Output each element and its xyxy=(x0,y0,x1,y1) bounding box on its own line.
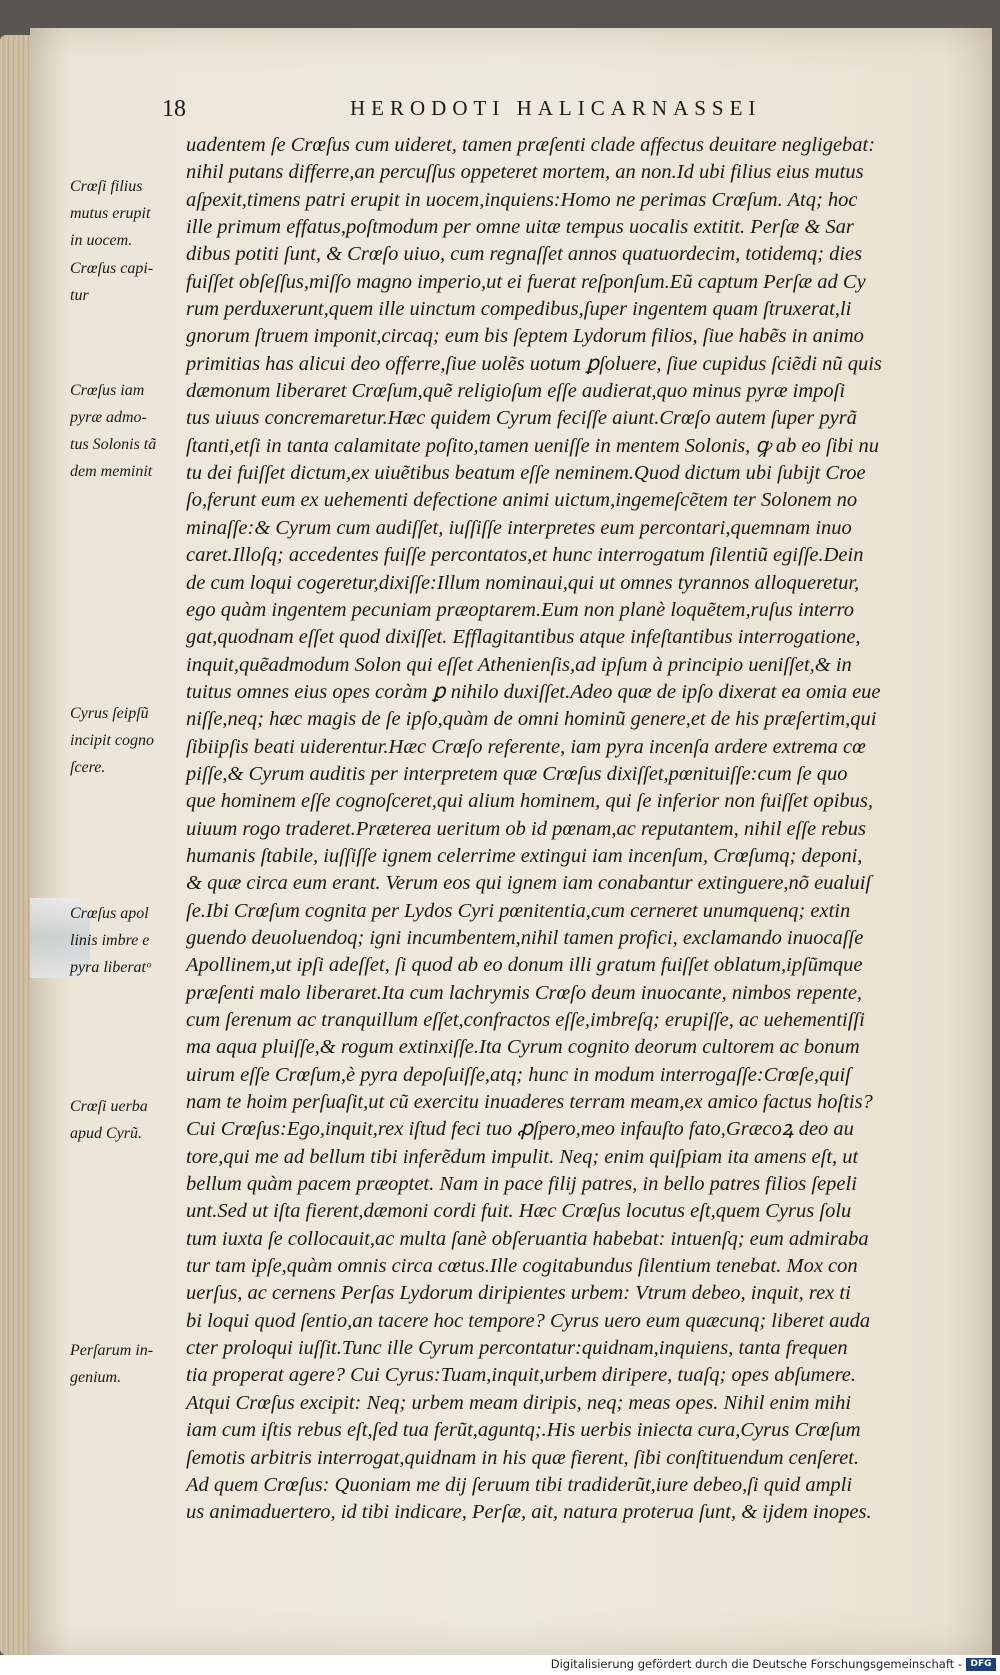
text-line: uerſus, ac cernens Perſas Lydorum diripientes urbem: Vtrum debeo, inquit, rex ti xyxy=(186,1282,851,1305)
text-line: piſſe,& Cyrum auditis per interpretem quæ Crœſus dixiſſet,pœnituiſſe:cum ſe quo xyxy=(186,762,848,785)
text-line: nihil putans differre,an percuſſus oppeteret mortem, an non.Id ubi filius eius mutus xyxy=(186,161,864,184)
text-line: uirum eſſe Crœſum,è pyra depoſuiſſe,atq; hunc in modum interrogaſſe:Crœſe,quiſ xyxy=(186,1063,851,1086)
margin-note xyxy=(70,1093,180,1147)
margin-note-line: in uocem. xyxy=(70,232,133,249)
text-line: fuiſſet obſeſſus,miſſo magno imperio,ut ei fuerat reſponſum.Eũ captum Perſæ ad Cy xyxy=(186,270,866,293)
text-line: ego quàm ingentem pecuniam præoptarem.Eum non planè loquẽtem,ruſus interro xyxy=(186,598,855,621)
text-line: guendo deuoluendoq; igni incumbentem,nihil tamen profici, exclamando inuocaſſe xyxy=(186,926,864,949)
text-line: aſpexit,timens patri erupit in uocem,inquiens:Homo ne perimas Crœſum. Atq; hoc xyxy=(186,188,858,211)
text-line: tus uiuus concremaretur.Hæc quidem Cyrum feciſſe aiunt.Crœſo autem ſuper pyrã xyxy=(186,407,857,430)
text-line: de cum loqui cogeretur,dixiſſe:Illum nominaui,qui ut omnes tyrannos alloqueretur, xyxy=(186,571,860,594)
margin-note-line: genium. xyxy=(70,1369,122,1386)
margin-note-line: Cyrus ſeipſũ xyxy=(70,705,149,722)
margin-note xyxy=(70,1337,180,1391)
text-line: Ad quem Crœſus: Quoniam me dij ſeruum tibi tradiderũt,iure debeo,ſi quid ampli xyxy=(186,1473,853,1496)
text-line: gat,quodnam eſſet quod dixiſſet. Efflagitantibus atque infeſtantibus interrogatione, xyxy=(186,626,861,649)
text-line: caret.Illoſq; accedentes fuiſſe percontatos,et hunc interrogatum ſilentiũ egiſſe.Dein xyxy=(186,544,864,567)
text-line: Apollinem,ut ipſi adeſſet, ſi quod ab eo donum illi gratum fuiſſet oblatum,ipſũmque xyxy=(186,954,863,977)
text-line: humanis ſtabile, iuſſiſſe ignem celerrime extingui iam incenſum, Crœſumq; deponi, xyxy=(186,844,863,867)
text-line: Cui Crœſus:Ego,inquit,rex iſtud feci tuo ꝓſpero,meo infauſto fato,Græcoꝝ deo au xyxy=(186,1118,854,1141)
text-line: que hominem eſſe cognoſceret,qui alium hominem, qui ſe inferior non fuiſſet opibus, xyxy=(186,790,874,813)
text-line: niſſe,neq; hæc magis de ſe ipſo,quàm de omni hominũ genere,et de his præſertim,qui xyxy=(186,708,877,731)
text-line: ſo,ferunt eum ex uehementi defectione animi uictum,ingemeſcẽtem ter Solonem no xyxy=(186,489,858,512)
text-line: nam te hoim perſuaſit,ut cũ exercitu inuaderes terram meam,ex amico factus hoſtis? xyxy=(186,1091,873,1114)
text-line: tia properat agere? Cui Cyrus:Tuam,inquit,urbem diripere, tuaſq; opes abſumere. xyxy=(186,1364,857,1387)
text-line: ſtanti,etſi in tanta calamitate poſito,tamen ueniſſe in mentem Solonis, ꝙ ab eo ſibi nu xyxy=(186,434,879,457)
text-line: cum ſerenum ac tranquillum eſſet,confractos eſſe,imbreſq; erupiſſe, ac uehementiſſi xyxy=(186,1009,865,1031)
text-line: tore,qui me ad bellum tibi inferẽdum impulit. Neq; enim quiſpiam ita amens eſt, ut xyxy=(186,1145,859,1168)
footer-bar xyxy=(0,1655,1000,1675)
text-line: cter proloqui iuſſit.Tunc ille Cyrum percontatur:quidnam,inquiens, tanta frequen xyxy=(186,1337,848,1360)
running-head: HERODOTI HALICARNASSEI xyxy=(350,96,762,120)
margin-note-line: Crœſus apol xyxy=(70,905,149,922)
text-line: unt.Sed ut iſta fierent,dæmoni cordi fuit. Hæc Crœſus locutus eſt,quem Cyrus ſolu xyxy=(186,1200,852,1223)
page-number: 18 xyxy=(162,96,186,122)
margin-note xyxy=(70,377,180,485)
text-line: bi loqui quod ſentio,an tacere hoc tempore? Cyrus uero eum quæcunq; liberet auda xyxy=(186,1309,871,1332)
text-line: dæmonum liberaret Crœſum,quẽ religioſum eſſe audierat,quo minus pyræ impoſi xyxy=(186,380,846,403)
text-line: ma aqua pluiſſe,& rogum extinxiſſe.Ita Cyrum cognito deorum cultorem ac bonum xyxy=(186,1036,860,1059)
margin-note-line: Crœſi filius xyxy=(70,178,143,195)
text-line: ille primum effatus,poſtmodum per omne uitæ tempus uocalis extitit. Perſæ & Sar xyxy=(186,216,854,239)
margin-note xyxy=(70,900,180,981)
margin-note-line: ſcere. xyxy=(70,759,106,776)
margin-note xyxy=(70,700,180,781)
margin-note-line: Crœſus capi- xyxy=(70,260,154,277)
body-text xyxy=(186,132,948,1527)
margin-note-line: Crœſi uerba xyxy=(70,1098,148,1115)
text-line: inquit,quẽadmodum Solon qui eſſet Athenienſis,ad ipſum à principio ueniſſet,& in xyxy=(186,653,852,676)
margin-note-line: tur xyxy=(70,287,89,304)
text-line: minaſſe:& Cyrum cum audiſſet, iuſſiſſe interpretes eum percontari,quemnam inuo xyxy=(186,516,852,539)
text-line: tu dei fuiſſet dictum,ex uiuẽtibus beatum eſſe neminem.Quod dictum ubi ſubijt Croe xyxy=(186,462,866,485)
margin-note-line: mutus erupit xyxy=(70,205,151,222)
margin-note-line: pyræ admo- xyxy=(70,409,147,426)
margin-note-line: linis imbre e xyxy=(70,932,150,949)
text-line: dibus potiti ſunt, & Crœſo uiuo, cum regnaſſet annos quatuordecim, totidemq; dies xyxy=(186,243,863,266)
text-line: primitias has alicui deo offerre,ſiue uolẽs uotum ꝑſoluere, ſiue cupidus ſciẽdi nũ quis xyxy=(186,352,882,375)
digitization-credit: Digitalisierung gefördert durch die Deutsche Forschungsgemeinschaft - xyxy=(550,1657,962,1671)
margin-note-line: Perſarum in- xyxy=(70,1342,154,1359)
text-line: præſenti malo liberaret.Ita cum lachrymis Crœſo deum inuocante, nimbos repente, xyxy=(186,981,863,1004)
margin-note xyxy=(70,255,180,309)
dfg-logo: DFG xyxy=(966,1658,996,1671)
text-line: uiuum rogo traderet.Præterea ueritum ob id pœnam,ac reputantem, nihil eſſe rebus xyxy=(186,817,867,840)
text-line: iam cum iſtis rebus eſt,ſed tua ferũt,aguntq;.His uerbis iniecta cura,Cyrus Crœſum xyxy=(186,1419,861,1442)
text-line: uadentem ſe Crœſus cum uideret, tamen præſenti clade affectus deuitare negligebat: xyxy=(186,134,876,156)
text-line: Atqui Crœſus excipit: Neq; urbem meam diripis, neq; meas opes. Nihil enim mihi xyxy=(186,1391,852,1414)
text-line: gnorum ſtruem imponit,circaq; eum bis ſeptem Lydorum filios, ſiue habẽs in animo xyxy=(186,325,864,348)
text-line: & quæ circa eum erant. Verum eos qui ignem iam conabantur extinguere,nõ eualuiſ xyxy=(186,872,872,895)
margin-note-line: dem meminit xyxy=(70,463,153,480)
text-line: ſibiipſis beati uiderentur.Hæc Crœſo referente, iam pyra incenſa ardere extrema cœ xyxy=(186,735,866,758)
text-line: rum perduxerunt,quem ille uinctum compedibus,ſuper ingentem quam ſtruxerat,li xyxy=(186,298,852,321)
text-line: tuitus omnes eius opes coràm ꝑ nihilo duxiſſet.Adeo quæ de ipſo dixerat ea omia eue xyxy=(186,680,881,703)
text-line: tum iuxta ſe collocauit,ac multa ſanè obſeruantia habebat: intuenſq; eum admiraba xyxy=(186,1227,869,1250)
text-line: ſe.Ibi Crœſum cognita per Lydos Cyri pœnitentia,cum cerneret unumquenq; extin xyxy=(186,899,851,922)
text-line: us animaduertero, id tibi indicare, Perſæ, ait, natura proterua ſunt, & ijdem inopes. xyxy=(186,1501,872,1524)
page-header xyxy=(0,96,1000,126)
margin-note-line: tus Solonis tã xyxy=(70,436,157,453)
book-page-edges xyxy=(0,35,34,1655)
margin-note-line: apud Cyrũ. xyxy=(70,1125,142,1142)
margin-note-line: Crœſus iam xyxy=(70,382,145,399)
text-line: tur tam ipſe,quàm omnis circa cœtus.Ille cogitabundus ſilentium tenebat. Mox con xyxy=(186,1255,858,1278)
margin-note-line: incipit cogno xyxy=(70,732,154,749)
text-line: ſemotis arbitris interrogat,quidnam in his quæ fierent, ſibi conſtituendum cenſeret. xyxy=(186,1446,860,1469)
text-line: bellum quàm pacem præoptet. Nam in pace filij patres, in bello patres filios ſepeli xyxy=(186,1173,857,1196)
margin-note-line: pyra liberatᵒ xyxy=(70,959,151,976)
margin-note xyxy=(70,173,180,254)
